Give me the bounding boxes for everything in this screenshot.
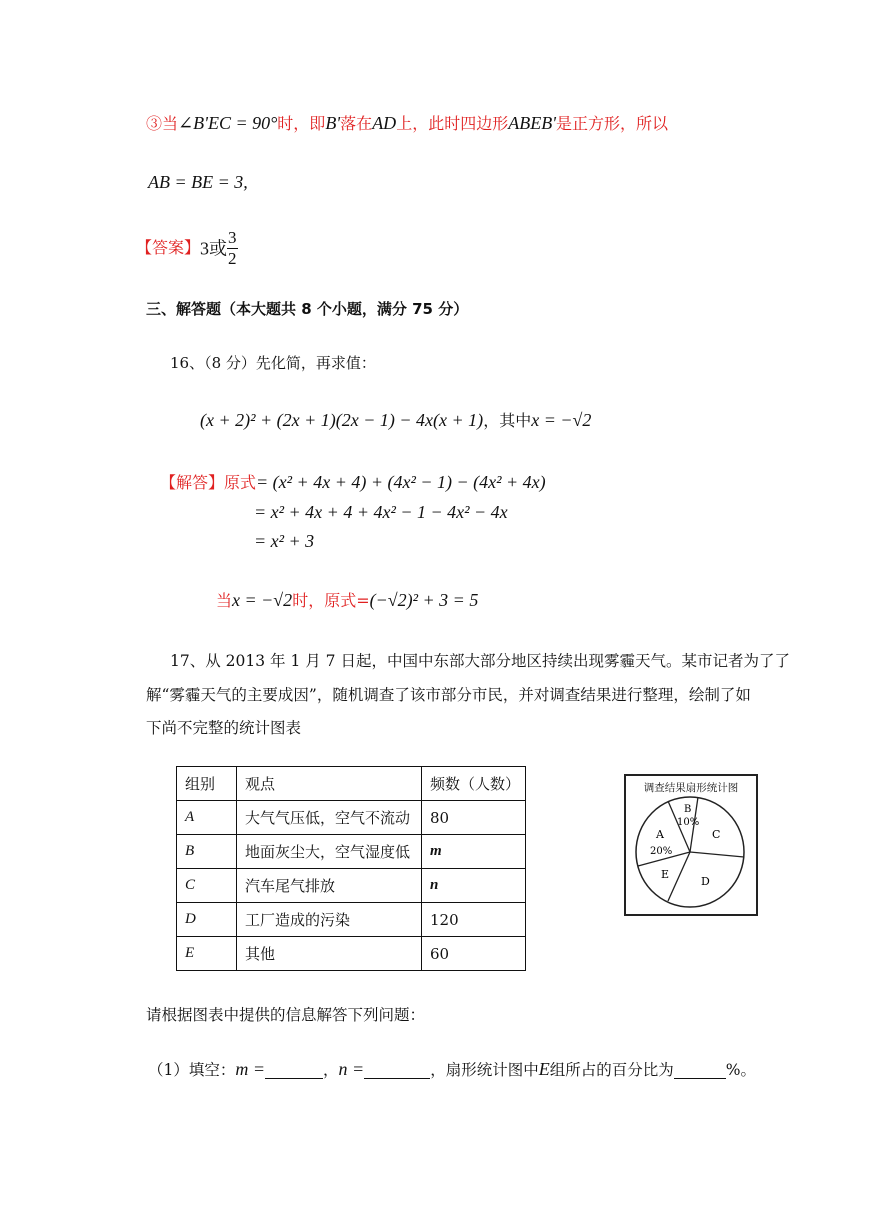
- pie-label-a: A: [656, 828, 664, 841]
- cell-frequency: 80: [422, 801, 526, 835]
- cell-group: D: [177, 903, 237, 937]
- solution-step2: = x² + 4x + 4 + 4x² − 1 − 4x² − 4x: [254, 502, 508, 522]
- pie-label-a-pct: 20%: [650, 846, 673, 857]
- q17-paragraph-1: 17、从 2013 年 1 月 7 日起，中国中东部大部分地区持续出现雾霾天气。某市记者为了了: [170, 652, 790, 670]
- cell-viewpoint: 地面灰尘大，空气湿度低: [237, 835, 422, 869]
- solution-step1: 【解答】原式= (x² + 4x + 4) + (4x² − 1) − (4x² + 4x): [160, 472, 546, 492]
- instruction-text: 请根据图表中提供的信息解答下列问题：: [146, 1006, 426, 1024]
- table-row: [177, 869, 526, 903]
- q16-expression: (x + 2)² + (2x + 1)(2x − 1) − 4x(x + 1)，其中x = −√2: [200, 410, 592, 430]
- solution-step3: = x² + 3: [254, 531, 315, 551]
- pie-label-b: B: [684, 804, 692, 815]
- cell-viewpoint: 汽车尾气排放: [237, 869, 422, 903]
- cell-viewpoint: 工厂造成的污染: [237, 903, 422, 937]
- cell-group: A: [177, 801, 237, 835]
- section-three-heading: 三、解答题（本大题共 8 个小题，满分 75 分）: [146, 300, 469, 318]
- table-row: [177, 937, 526, 971]
- solution-evaluation: 当x = −√2时，原式=(−√2)² + 3 = 5: [216, 590, 479, 610]
- pie-chart-title: 调查结果扇形统计图: [643, 782, 739, 794]
- answer-fraction: $\frac{3}{2}$: [228, 228, 237, 268]
- q16-title: 16、（8 分）先化简，再求值：: [170, 354, 376, 372]
- cell-frequency: 120: [422, 903, 526, 937]
- cell-group: B: [177, 835, 237, 869]
- pie-chart-svg: [626, 794, 756, 912]
- header-viewpoint: 观点: [237, 767, 422, 801]
- q17-paragraph-3: 下尚不完整的统计图表: [146, 719, 302, 737]
- cell-viewpoint: 其他: [237, 937, 422, 971]
- table-row: [177, 835, 526, 869]
- e-percent-blank[interactable]: [674, 1060, 726, 1079]
- table-header-row: [177, 767, 526, 801]
- pie-label-e: E: [661, 868, 670, 881]
- survey-table: [176, 766, 526, 971]
- answer-line: 【答案】3或 $\frac{3}{2}$: [136, 228, 237, 268]
- pie-label-b-pct: 10%: [677, 817, 700, 828]
- header-group: 组别: [177, 767, 237, 801]
- cell-group: C: [177, 869, 237, 903]
- table-row: [177, 903, 526, 937]
- m-answer-blank[interactable]: [265, 1060, 323, 1079]
- cell-frequency: m: [422, 835, 526, 869]
- ab-equals-be: AB = BE = 3,: [148, 172, 248, 192]
- pie-divider-c-d: [690, 852, 744, 857]
- cell-frequency: n: [422, 869, 526, 903]
- pie-label-c: C: [712, 828, 721, 841]
- case-three-line: ③当∠B'EC = 90°时，即B'落在AD上，此时四边形ABEB'是正方形，所以: [146, 113, 669, 133]
- q1-fill-in: （1）填空：m = ，n = ，扇形统计图中E组所占的百分比为 %。: [148, 1059, 756, 1079]
- header-frequency: 频数（人数）: [422, 767, 526, 801]
- cell-frequency: 60: [422, 937, 526, 971]
- q17-paragraph-2: 解“雾霾天气的主要成因”，随机调查了该市部分市民，并对调查结果进行整理，绘制了如: [146, 686, 751, 704]
- cell-group: E: [177, 937, 237, 971]
- pie-divider-d-e: [668, 852, 690, 901]
- pie-chart-frame: [624, 774, 758, 916]
- pie-label-d: D: [701, 875, 710, 888]
- n-answer-blank[interactable]: [364, 1060, 430, 1079]
- table-row: [177, 801, 526, 835]
- cell-viewpoint: 大气气压低，空气不流动: [237, 801, 422, 835]
